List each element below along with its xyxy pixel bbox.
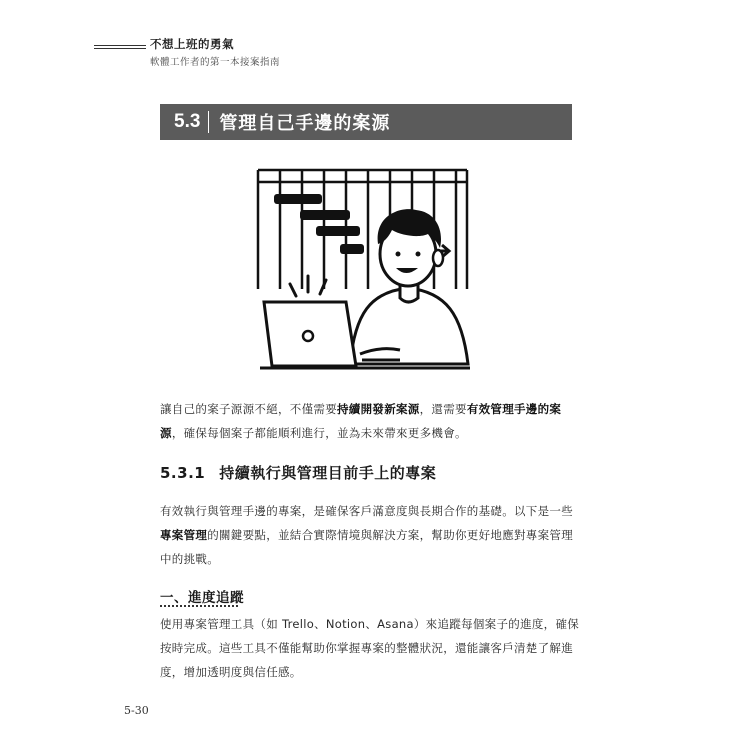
page-number: 5-30 [124,704,149,717]
subsection-number: 5.3.1 [160,464,206,482]
subsection-heading [160,462,436,483]
intro-paragraph: 讓自己的案子源源不絕，不僅需要持續開發新案源，還需要有效管理手邊的案源，確保每個案子都能順利進行，並為未來帶來更多機會。 [160,402,562,440]
subsection-title: 持續執行與管理目前手上的專案 [219,464,437,482]
header-rule [94,45,146,46]
section-title: 管理自己手邊的案源 [219,113,391,134]
section-divider [208,111,209,133]
section-banner [160,104,572,140]
topic-heading: 一、進度追蹤 [160,590,244,606]
attention-lines-icon [290,276,326,296]
subsection-paragraph: 有效執行與管理手邊的專案，是確保客戶滿意度與長期合作的基礎。以下是一些專案管理的關鍵要點，並結合實際情境與解決方案，幫助你更好地應對專案管理中的挑戰。 [160,504,573,566]
emphasis-text: 持續開發新案源 [337,402,420,416]
section-number: 5.3 [174,111,201,132]
topic-paragraph: 使用專案管理工具（如 Trello、Notion、Asana）來追蹤每個案子的進度，確保按時完成。這些工具不僅能幫助你掌握專案的整體狀況，還能讓客戶清楚了解進度，增加透明度與信任感。 [160,617,580,679]
running-header-subtitle: 軟體工作者的第一本接案指南 [150,57,281,68]
running-header-title: 不想上班的勇氣 [150,37,234,51]
emphasis-text: 專案管理 [160,528,208,542]
header-rule [94,48,146,49]
gantt-bars-icon [274,194,364,254]
topic-heading-underline [160,605,238,607]
emphasis-text: 有效管理手邊的案源 [160,402,562,440]
illustration-developer-at-laptop [250,164,475,379]
